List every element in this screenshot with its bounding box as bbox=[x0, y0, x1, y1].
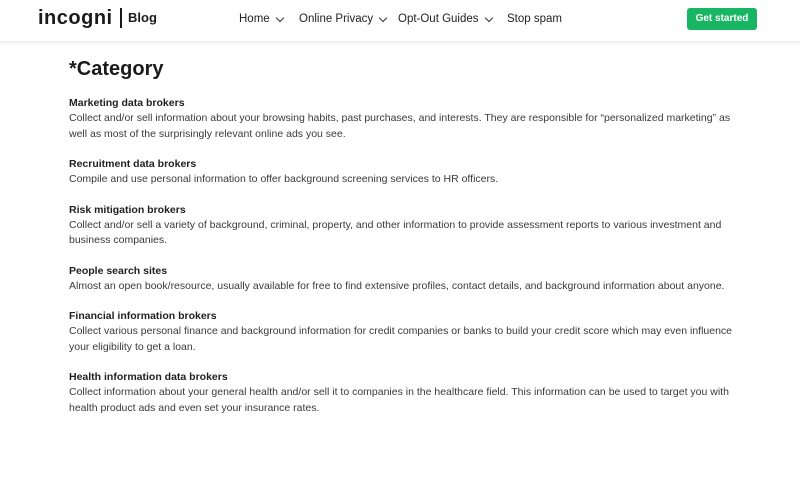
nav-item-label: Home bbox=[239, 13, 270, 25]
category-title: Marketing data brokers bbox=[69, 97, 185, 109]
page-title: *Category bbox=[69, 58, 164, 80]
category-description: Collect and/or sell information about your browsing habits, past purchases, and interests. They are responsible for “personalized marketing” as well as most of the surprisingly relevant online ads you see. bbox=[69, 112, 731, 140]
category-item bbox=[69, 96, 739, 142]
category-title: Risk mitigation brokers bbox=[69, 203, 186, 216]
category-item bbox=[69, 157, 739, 188]
nav-item-stop-spam[interactable] bbox=[507, 11, 562, 27]
category-item bbox=[69, 370, 739, 416]
main-content bbox=[69, 57, 739, 431]
category-title: Financial information brokers bbox=[69, 310, 217, 322]
chevron-down-icon bbox=[484, 13, 492, 21]
category-title: People search sites bbox=[69, 264, 168, 277]
blog-label[interactable]: Blog bbox=[128, 10, 157, 25]
nav-item-label: Opt-Out Guides bbox=[398, 13, 479, 25]
category-item bbox=[69, 203, 739, 249]
category-title: Recruitment data brokers bbox=[69, 158, 197, 170]
nav-item-online-privacy[interactable] bbox=[299, 11, 398, 27]
nav-item-opt-out-guides[interactable] bbox=[398, 11, 507, 27]
incogni-logo[interactable]: incogni bbox=[38, 7, 113, 29]
category-description: Collect various personal finance and background information for credit companies or banks to build your credit score which may even influence your eligibility to get a loan. bbox=[69, 325, 733, 353]
category-description: Collect information about your general health and/or sell it to companies in the healthcare field. This information can be used to target you with health product ads and even set your insurance rates. bbox=[69, 386, 729, 414]
chevron-down-icon bbox=[379, 13, 387, 21]
category-title: Health information data brokers bbox=[69, 371, 228, 383]
nav-item-home[interactable] bbox=[239, 11, 299, 27]
main-nav bbox=[239, 11, 562, 27]
category-item bbox=[69, 264, 739, 295]
logo-divider bbox=[120, 8, 122, 28]
nav-item-label: Online Privacy bbox=[299, 13, 374, 25]
get-started-button[interactable]: Get started bbox=[687, 8, 757, 30]
category-description: Almost an open book/resource, usually available for free to find extensive profiles, contact details, and background information about anyone. bbox=[69, 279, 725, 292]
chevron-down-icon bbox=[275, 13, 283, 21]
category-item bbox=[69, 309, 739, 355]
category-description: Collect and/or sell a variety of background, criminal, property, and other information to provide assessment reports to various investment and business companies. bbox=[69, 218, 722, 246]
category-description: Compile and use personal information to offer background screening services to HR officers. bbox=[69, 173, 499, 185]
top-navbar bbox=[0, 0, 800, 42]
nav-item-label: Stop spam bbox=[507, 13, 562, 25]
